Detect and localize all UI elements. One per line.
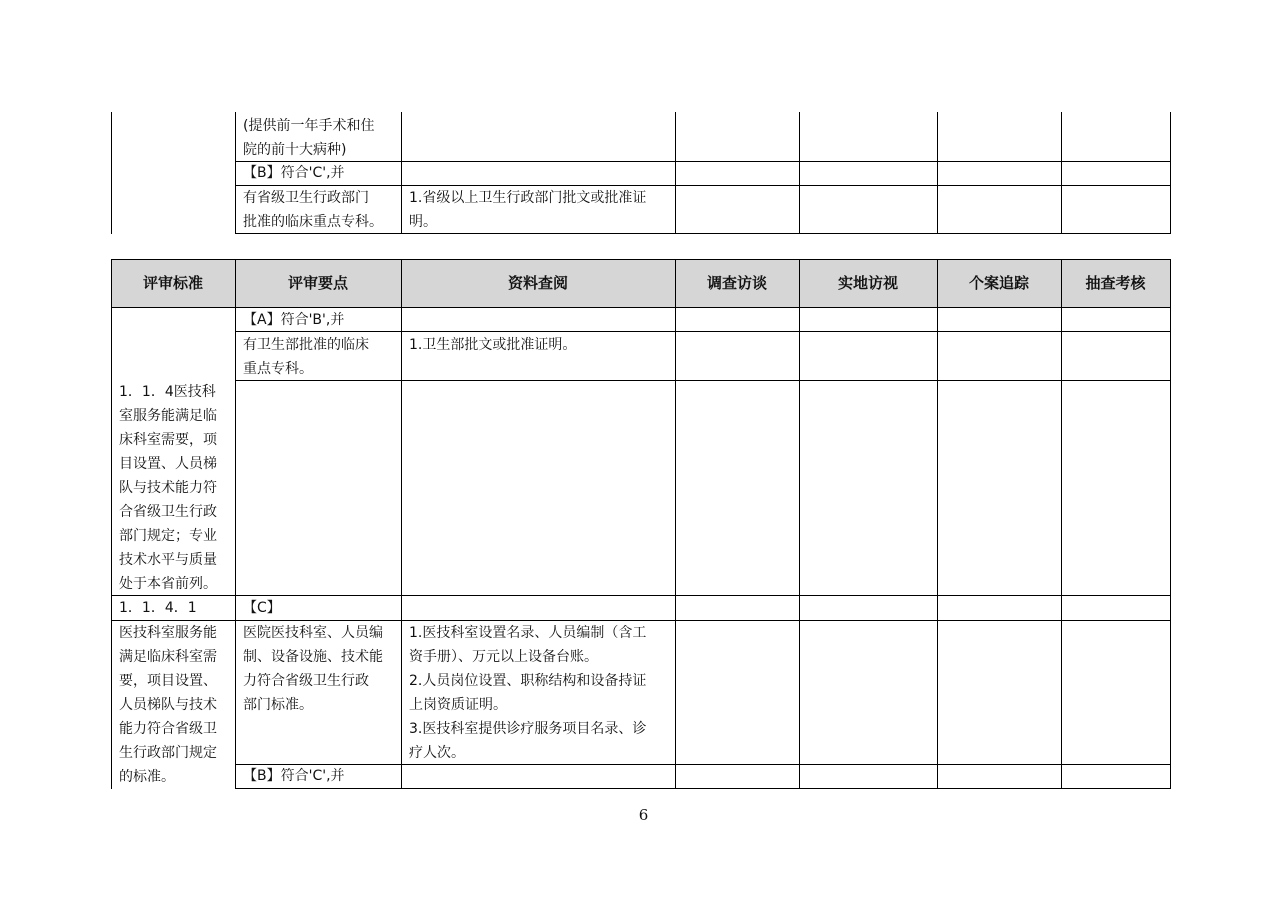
cell-point-top-r3: 有省级卫生行政部门 批准的临床重点专科。 [243,190,383,230]
page-number: 6 [638,806,649,824]
cell-docs-r5: 1.医技科室设置名录、人员编制（含工 资手册）、万元以上设备台账。 2.人员岗位设置、职称结构和设备持证 上岗资质证明。 3.医技科室提供诊疗服务项目名录、诊 疗人次。 [409,625,647,761]
cell-point-r1: 【A】符合'B',并 [243,312,345,328]
header-site-visit: 实地访视 [837,274,898,292]
header-case-tracking: 个案追踪 [968,274,1029,292]
cell-point-r2: 有卫生部批准的临床 重点专科。 [243,337,369,377]
header-interview: 调查访谈 [706,274,767,292]
cell-standard-1-1-4: 1．1．4医技科 室服务能满足临 床科室需要，项 目设置、人员梯 队与技术能力符 合省级卫生行政 部门规定；专业 技术水平与质量 处于本省前列。 [119,384,217,592]
cell-point-r4: 【C】 [243,600,281,616]
cell-docs-r2: 1.卫生部批文或批准证明。 [409,337,577,353]
header-key-points: 评审要点 [287,274,348,292]
cell-point-r6: 【B】符合'C',并 [243,768,345,784]
header-document-review: 资料查阅 [507,274,568,292]
cell-standard-1-1-4-1: 医技科室服务能 满足临床科室需 要，项目设置、 人员梯队与技术 能力符合省级卫 生行政部门规定 的标准。 [119,625,217,785]
cell-standard-1-1-4-1-num: 1．1．4．1 [119,600,197,616]
header-spot-check: 抽查考核 [1085,274,1146,292]
header-standard: 评审标准 [142,274,203,292]
cell-point-r5: 医院医技科室、人员编 制、设备设施、技术能 力符合省级卫生行政 部门标准。 [243,625,383,713]
cell-docs-top-r3: 1.省级以上卫生行政部门批文或批准证 明。 [409,190,647,230]
cell-point-top-r2: 【B】符合'C',并 [243,165,345,181]
cell-point-top-r1: (提供前一年手术和住 院的前十大病种) [243,118,375,158]
